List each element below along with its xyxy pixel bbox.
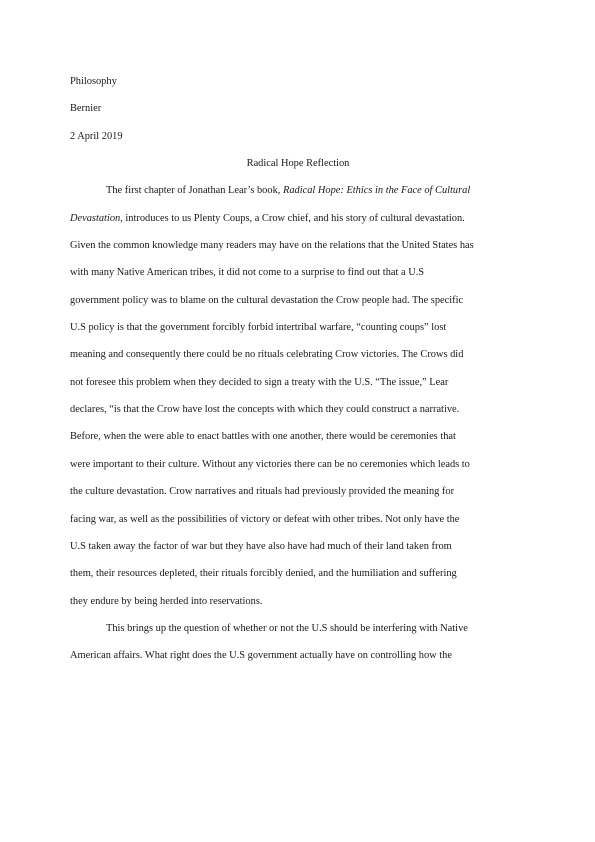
book-title-italic: Devastation (70, 212, 121, 224)
paragraph-line: meaning and consequently there could be no rituals celebrating Crow victories. The Crows did (70, 349, 464, 361)
paragraph-line: not foresee this problem when they decided to sign a treaty with the U.S. “The issue,” Lear (70, 376, 449, 388)
paragraph-line: U.S policy is that the government forcibly forbid intertribal warfare, “counting coups” lost (70, 322, 447, 334)
paragraph-line: American affairs. What right does the U.S government actually have on controlling how the (70, 650, 452, 662)
line-text: , introduces to us Plenty Coups, a Crow chief, and his story of cultural devastation. (120, 212, 465, 224)
paragraph-line (70, 205, 526, 232)
paragraph-line: Before, when the were able to enact battles with one another, there would be ceremonies that (70, 431, 456, 443)
document-body (70, 68, 526, 670)
paragraph-line: were important to their culture. Without any victories there can be no ceremonies which leads to (70, 458, 470, 470)
paragraph-line: them, their resources depleted, their rituals forcibly denied, and the humiliation and suffering (70, 568, 457, 580)
course-name: Philosophy (70, 76, 117, 87)
paragraph-line: declares, “is that the Crow have lost the concepts with which they could construct a narrative. (70, 404, 460, 416)
paragraph-line: the culture devastation. Crow narratives and rituals had previously provided the meaning for (70, 486, 455, 498)
paragraph-line: facing war, as well as the possibilities of victory or defeat with other tribes. Not only have the (70, 513, 460, 525)
paragraph-2 (70, 615, 526, 670)
paragraph-line: with many Native American tribes, it did not come to a surprise to find out that a U.S (70, 267, 425, 279)
paragraph-line: government policy was to blame on the cultural devastation the Crow people had. The specific (70, 294, 464, 306)
paragraph-line: U.S taken away the factor of war but they have also have had much of their land taken from (70, 540, 452, 552)
paragraph-line: This brings up the question of whether or not the U.S should be interfering with Native (106, 622, 468, 634)
paragraph-line: Given the common knowledge many readers may have on the relations that the United States has (70, 240, 474, 252)
paragraph-line (70, 177, 526, 204)
instructor-name: Bernier (70, 103, 102, 115)
paragraph-line: they endure by being herded into reservations. (70, 595, 263, 607)
paragraph-1 (70, 177, 526, 615)
document-title: Radical Hope Reflection (246, 158, 350, 170)
document-date: 2 April 2019 (70, 130, 123, 142)
line-text: The first chapter of Jonathan Lear’s book, (106, 185, 283, 197)
book-title-italic: Radical Hope: Ethics in the Face of Cultural (282, 185, 471, 197)
